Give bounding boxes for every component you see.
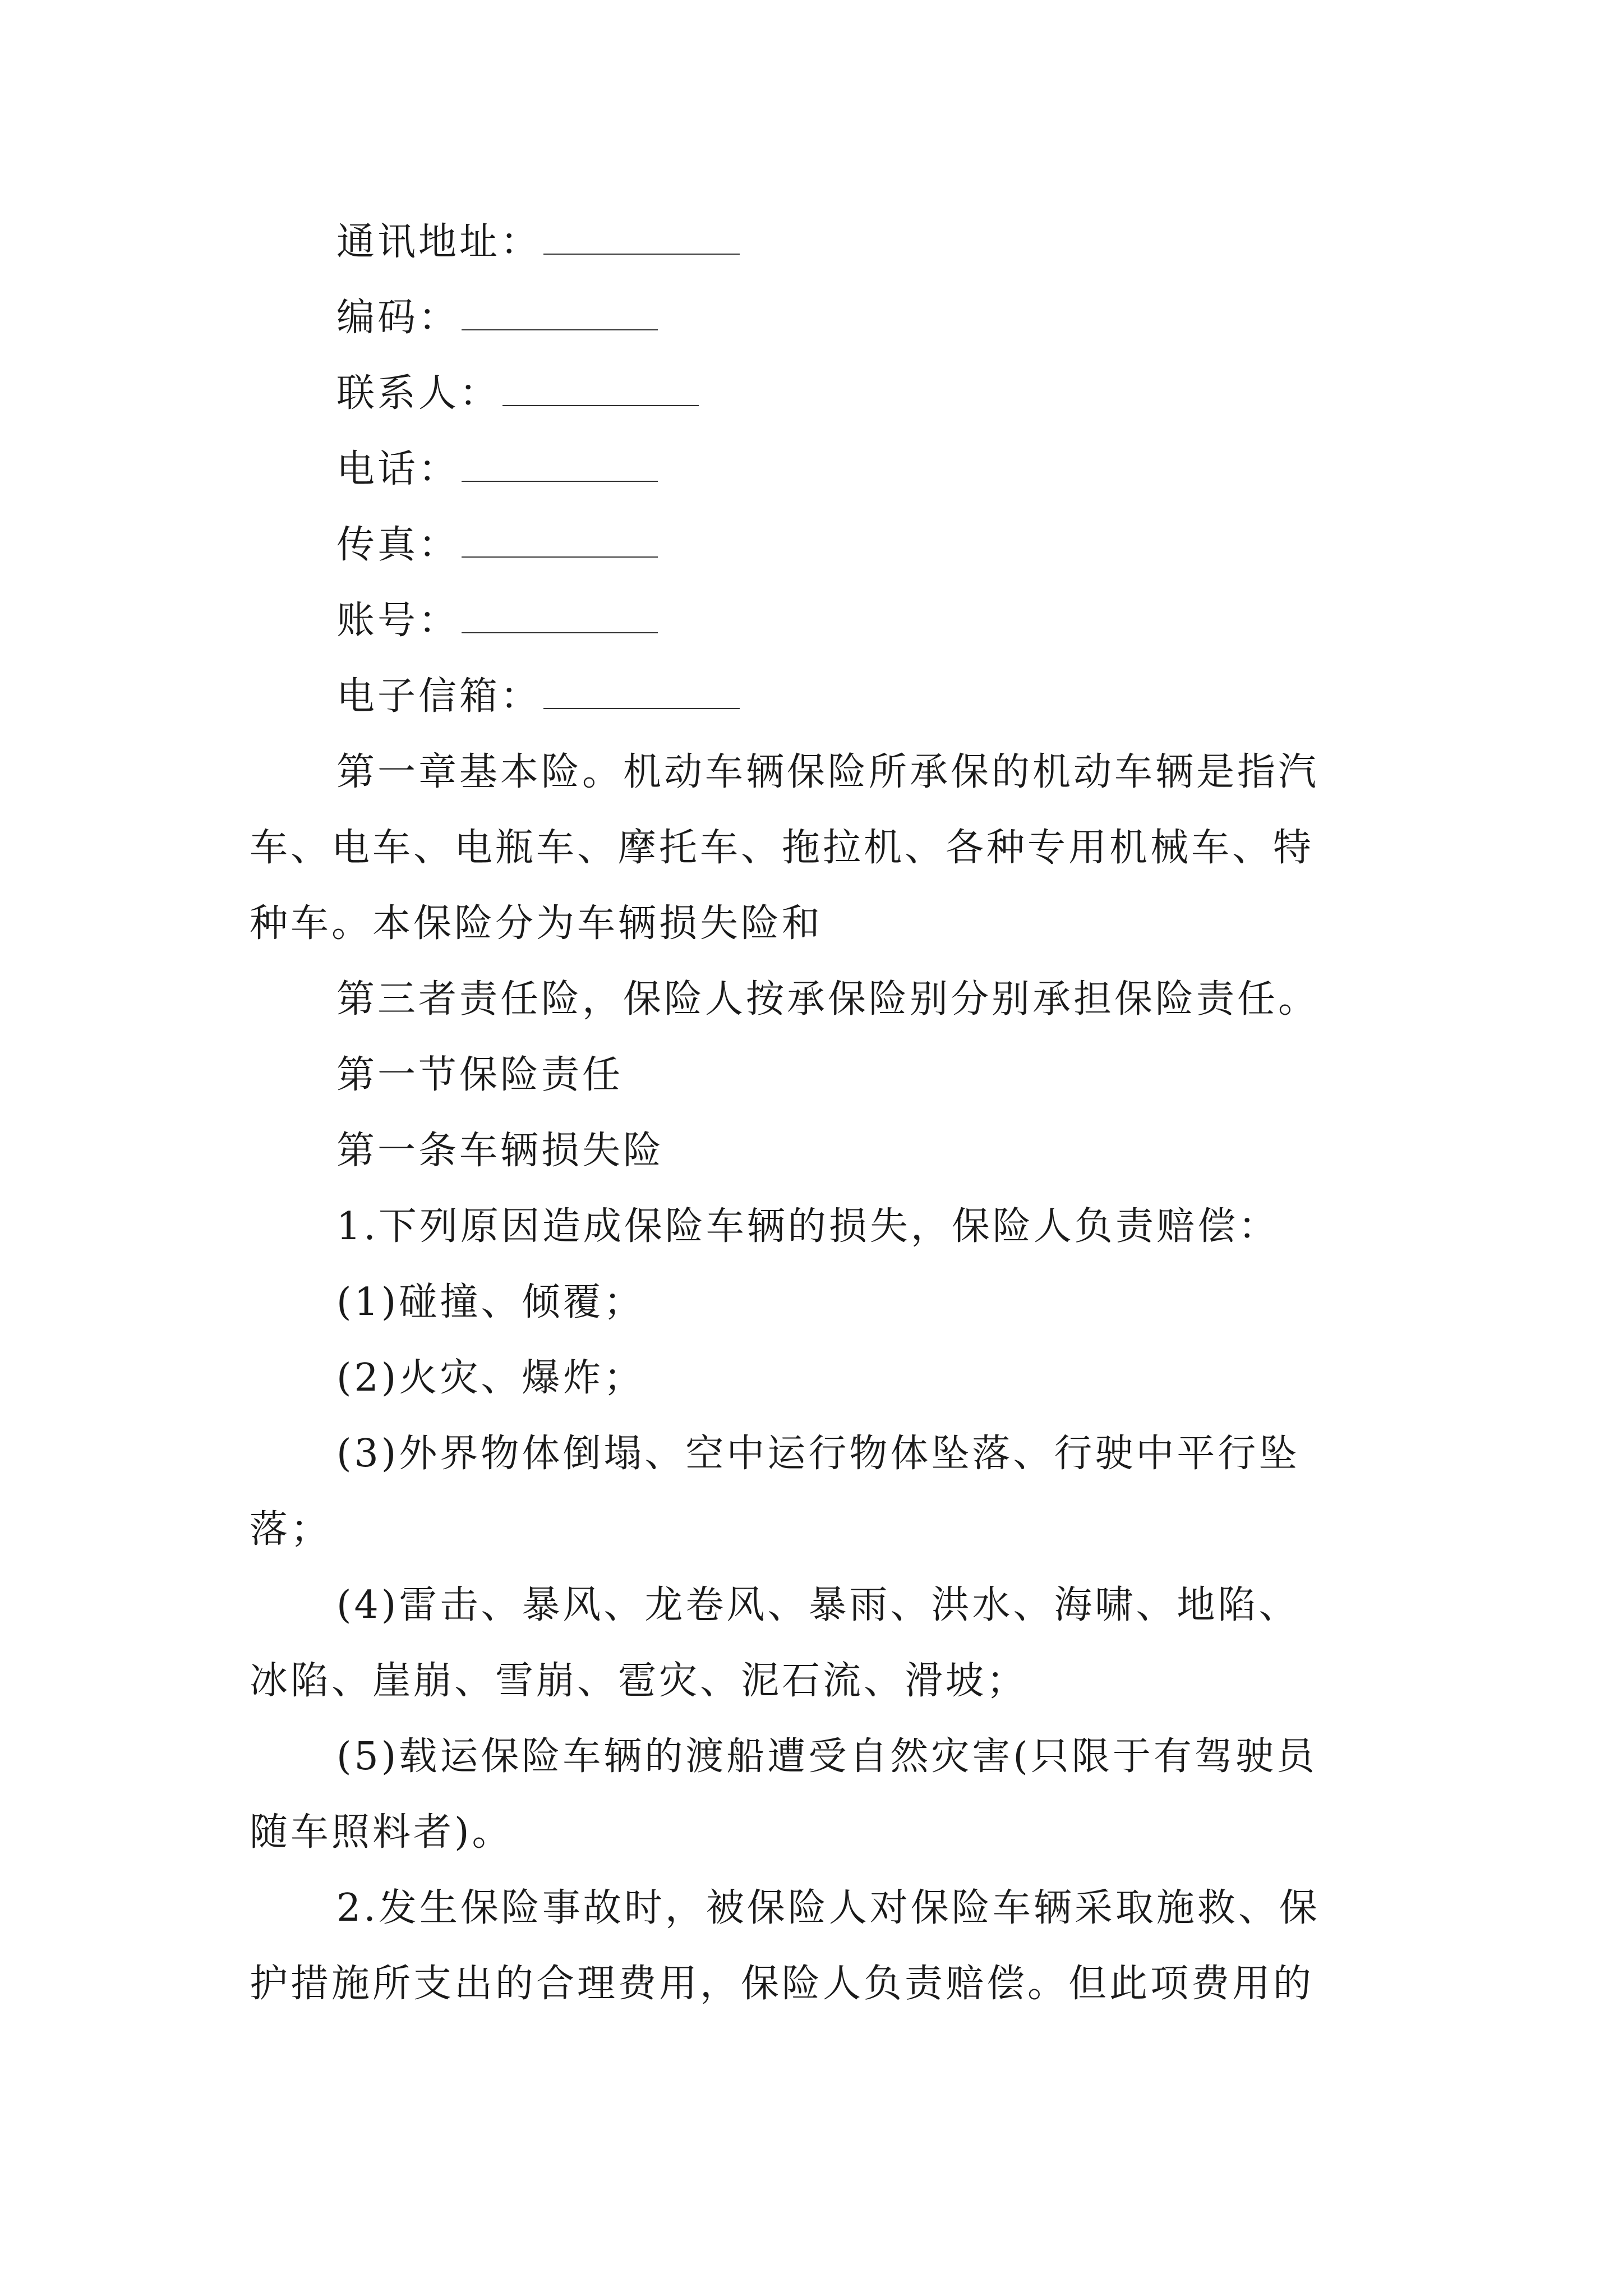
fill-in-blank[interactable]	[543, 708, 740, 709]
paragraph-line: 第一章基本险。机动车辆保险所承保的机动车辆是指汽	[336, 750, 1320, 794]
contact-field-code	[336, 296, 658, 340]
list-item-continuation: 随车照料者)。	[250, 1810, 513, 1855]
fill-in-blank[interactable]	[543, 254, 740, 255]
fill-in-blank[interactable]	[462, 556, 658, 558]
fill-in-blank[interactable]	[502, 405, 699, 406]
field-label: 通讯地址：	[336, 220, 542, 264]
field-label: 账号：	[336, 599, 460, 643]
field-label: 编码：	[336, 296, 460, 340]
contact-field-account	[336, 599, 658, 643]
field-label: 传真：	[336, 523, 460, 567]
paragraph-line: 种车。本保险分为车辆损失险和	[250, 901, 823, 946]
field-label: 电话：	[336, 447, 460, 491]
article-heading: 第一条车辆损失险	[336, 1129, 665, 1173]
list-item-continuation: 冰陷、崖崩、雪崩、雹灾、泥石流、滑坡；	[250, 1659, 1028, 1703]
paragraph-line: 1.下列原因造成保险车辆的损失，保险人负责赔偿：	[336, 1204, 1279, 1249]
fill-in-blank[interactable]	[462, 481, 658, 482]
contact-field-phone	[336, 447, 658, 491]
contact-field-address	[336, 220, 740, 264]
fill-in-blank[interactable]	[462, 632, 658, 633]
list-item: (4)雷击、暴风、龙卷风、暴雨、洪水、海啸、地陷、	[336, 1583, 1300, 1627]
contact-field-fax	[336, 523, 658, 567]
field-label: 电子信箱：	[336, 674, 542, 719]
list-item: (5)载运保险车辆的渡船遭受自然灾害(只限于有驾驶员	[336, 1734, 1317, 1779]
paragraph-line: 护措施所支出的合理费用，保险人负责赔偿。但此项费用的	[250, 1962, 1315, 2006]
contact-field-email	[336, 674, 740, 719]
list-item-continuation: 落；	[250, 1507, 332, 1552]
paragraph-line: 车、电车、电瓶车、摩托车、拖拉机、各种专用机械车、特	[250, 826, 1315, 870]
paragraph-line: 2.发生保险事故时，被保险人对保险车辆采取施救、保	[336, 1886, 1320, 1930]
paragraph-line: 第三者责任险，保险人按承保险别分别承担保险责任。	[336, 977, 1320, 1022]
section-heading: 第一节保险责任	[336, 1053, 624, 1097]
list-item: (2)火灾、爆炸；	[336, 1356, 645, 1400]
list-item: (1)碰撞、倾覆；	[336, 1280, 645, 1324]
field-label: 联系人：	[336, 371, 501, 416]
fill-in-blank[interactable]	[462, 329, 658, 330]
contact-field-contact-person	[336, 371, 699, 416]
list-item: (3)外界物体倒塌、空中运行物体坠落、行驶中平行坠	[336, 1432, 1300, 1476]
